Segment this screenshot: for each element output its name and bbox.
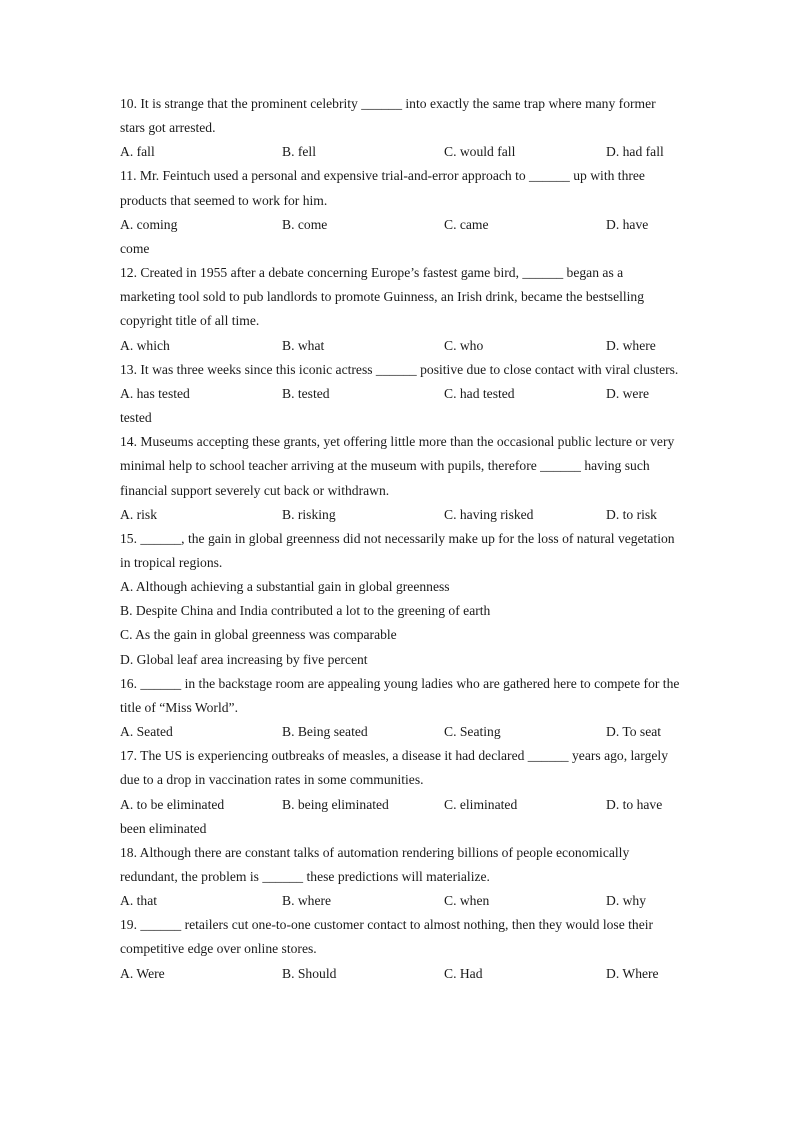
option-a: A. that: [120, 893, 157, 909]
option-d: D. had fall: [606, 144, 664, 160]
option-d: D. where: [606, 337, 656, 353]
question-17: [120, 744, 680, 841]
option-b: B. what: [282, 337, 325, 353]
question-14: [120, 430, 680, 527]
option-d: D. Global leaf area increasing by five percent: [120, 651, 368, 667]
question-stem: 16. ______ in the backstage room are appealing young ladies who are gathered here to compete for the title of “Miss World”.: [120, 675, 680, 715]
option-d-continued: tested: [120, 410, 152, 426]
question-18: [120, 841, 680, 913]
question-stem: 12. Created in 1955 after a debate concerning Europe’s fastest game bird, ______ began as a marketing tool sold to pub landlords to promote Guinness, an Irish drink, became the bestselling copyright title of all time.: [120, 265, 645, 329]
question-19: [120, 913, 680, 985]
option-a: A. Although achieving a substantial gain in global greenness: [120, 579, 450, 595]
option-d: D. Where: [606, 965, 659, 981]
option-b: B. fell: [282, 144, 316, 160]
question-13: [120, 358, 680, 430]
option-d: D. were: [606, 385, 650, 401]
question-stem: 18. Although there are constant talks of automation rendering billions of people economically redundant, the problem is ______ these predictions will materialize.: [120, 844, 630, 884]
options-row: [120, 382, 680, 406]
option-c: C. came: [444, 216, 489, 232]
option-c: C. having risked: [444, 506, 534, 522]
question-12: [120, 261, 680, 358]
option-d-continued: come: [120, 240, 150, 256]
options-row: [120, 503, 680, 527]
option-c: C. Seating: [444, 724, 501, 740]
option-c: C. As the gain in global greenness was comparable: [120, 627, 397, 643]
option-c: C. eliminated: [444, 796, 518, 812]
options-row: [120, 720, 680, 744]
exam-page: [120, 92, 680, 986]
question-stem: 13. It was three weeks since this iconic actress ______ positive due to close contact with viral clusters.: [120, 361, 679, 377]
question-stem: 19. ______ retailers cut one-to-one customer contact to almost nothing, then they would lose their competitive edge over online stores.: [120, 917, 654, 957]
option-a: A. to be eliminated: [120, 796, 225, 812]
question-stem: 10. It is strange that the prominent celebrity ______ into exactly the same trap where many former stars got arrested.: [120, 96, 656, 136]
option-b: B. tested: [282, 385, 330, 401]
options-row: [120, 140, 680, 164]
option-d: D. To seat: [606, 724, 662, 740]
option-d: D. to have: [606, 796, 663, 812]
option-a: A. has tested: [120, 385, 190, 401]
options-row: [120, 213, 680, 237]
option-b: B. Should: [282, 965, 337, 981]
question-stem: 17. The US is experiencing outbreaks of measles, a disease it had declared ______ years ago, largely due to a drop in vaccination rates in some communities.: [120, 748, 668, 788]
question-15: [120, 527, 680, 672]
question-stem: 15. ______, the gain in global greenness did not necessarily make up for the loss of natural vegetation in tropical regions.: [120, 530, 675, 570]
option-c: C. when: [444, 893, 490, 909]
question-16: [120, 672, 680, 744]
option-b: B. come: [282, 216, 328, 232]
options-row: [120, 889, 680, 913]
question-10: [120, 92, 680, 164]
option-b: B. risking: [282, 506, 336, 522]
option-b: B. Being seated: [282, 724, 368, 740]
option-b: B. where: [282, 893, 332, 909]
option-c: C. Had: [444, 965, 483, 981]
options-row: [120, 793, 680, 817]
option-a: A. fall: [120, 144, 155, 160]
question-stem: 14. Museums accepting these grants, yet offering little more than the occasional public lecture or very minimal help to school teacher arriving at the museum with pupils, therefore ______ having such financial support severely cut back or withdrawn.: [120, 434, 675, 498]
option-a: A. risk: [120, 506, 158, 522]
option-d: D. why: [606, 893, 647, 909]
option-b: B. Despite China and India contributed a lot to the greening of earth: [120, 603, 491, 619]
option-c: C. would fall: [444, 144, 516, 160]
option-a: A. which: [120, 337, 170, 353]
option-c: C. who: [444, 337, 484, 353]
option-a: A. Seated: [120, 724, 173, 740]
option-b: B. being eliminated: [282, 796, 389, 812]
options-row: [120, 334, 680, 358]
options-row: [120, 962, 680, 986]
option-a: A. Were: [120, 965, 165, 981]
question-11: [120, 164, 680, 261]
option-c: C. had tested: [444, 385, 515, 401]
option-d: D. have: [606, 216, 649, 232]
option-d-continued: been eliminated: [120, 820, 207, 836]
question-stem: 11. Mr. Feintuch used a personal and expensive trial-and-error approach to ______ up with three products that seemed to work for him.: [120, 168, 645, 208]
option-a: A. coming: [120, 216, 178, 232]
option-d: D. to risk: [606, 506, 657, 522]
